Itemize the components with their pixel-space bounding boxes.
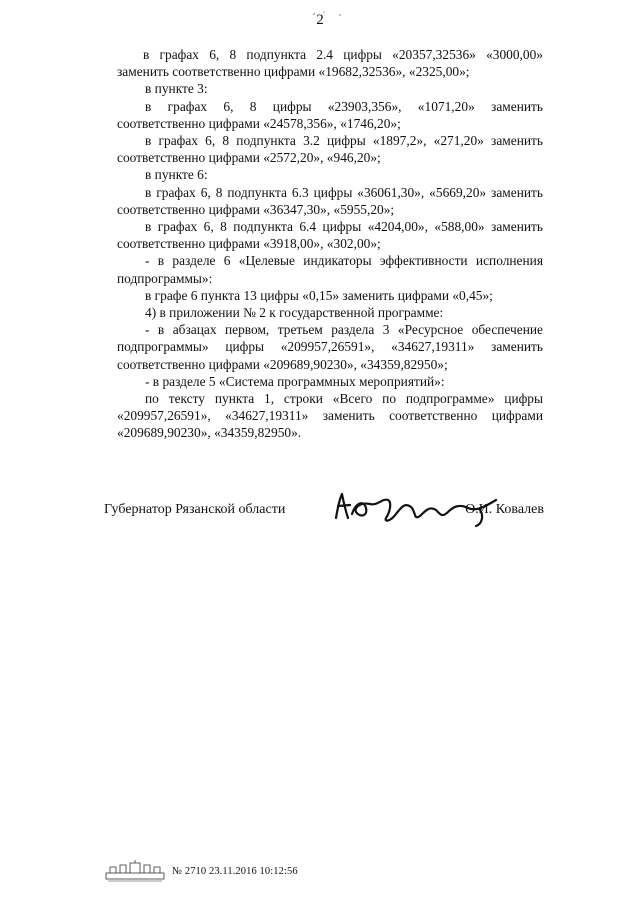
paragraph: в графах 6, 8 цифры «23903,356», «1071,20» заменить соответственно цифрами «24578,356», «1746,20»; xyxy=(117,98,543,131)
paragraph: в графах 6, 8 подпункта 2.4 цифры «20357,32536» «3000,00» заменить соответственно цифрами «19682,32536», «2325,00»; xyxy=(117,47,543,80)
paragraph: в графе 6 пункта 13 цифры «0,15» заменить цифрами «0,45»; xyxy=(145,287,493,303)
signature-block xyxy=(104,488,544,532)
paragraph: по тексту пункта 1, строки «Всего по подпрограмме» цифры «209957,26591», «34627,19311» заменить соответственно цифрами «209689,90230», «34359,82950». xyxy=(117,391,543,441)
paragraph: - в разделе 6 «Целевые индикаторы эффективности исполнения подпрограммы»: xyxy=(117,253,543,286)
paragraph: в графах 6, 8 подпункта 3.2 цифры «1897,2», «271,20» заменить соответственно цифрами «2572,20», «946,20»; xyxy=(117,133,543,166)
registration-stamp-logo-icon xyxy=(104,859,166,883)
document-body xyxy=(117,46,543,442)
scan-artifact-icon xyxy=(310,6,350,18)
paragraph: в графах 6, 8 подпункта 6.4 цифры «4204,00», «588,00» заменить соответственно цифрами «3918,00», «302,00»; xyxy=(117,219,543,252)
signatory-name: О.И. Ковалев xyxy=(465,502,544,517)
page-number: 2 xyxy=(316,12,324,28)
paragraph: - в абзацах первом, третьем раздела 3 «Ресурсное обеспечение подпрограммы» цифры «209957,26591», «34627,19311» заменить соответственно цифрами «209689,90230», «34359,82950»; xyxy=(117,322,543,372)
registration-footer xyxy=(104,858,298,884)
paragraph: 4) в приложении № 2 к государственной программе: xyxy=(145,305,444,321)
paragraph: в пункте 3: xyxy=(145,81,208,97)
signatory-title: Губернатор Рязанской области xyxy=(104,502,286,517)
registration-number-date: № 2710 23.11.2016 10:12:56 xyxy=(172,865,298,877)
paragraph: в пункте 6: xyxy=(145,167,208,183)
paragraph: в графах 6, 8 подпункта 6.3 цифры «36061,30», «5669,20» заменить соответственно цифрами «36347,30», «5955,20»; xyxy=(117,184,543,217)
paragraph: - в разделе 5 «Система программных мероприятий»: xyxy=(145,373,445,389)
